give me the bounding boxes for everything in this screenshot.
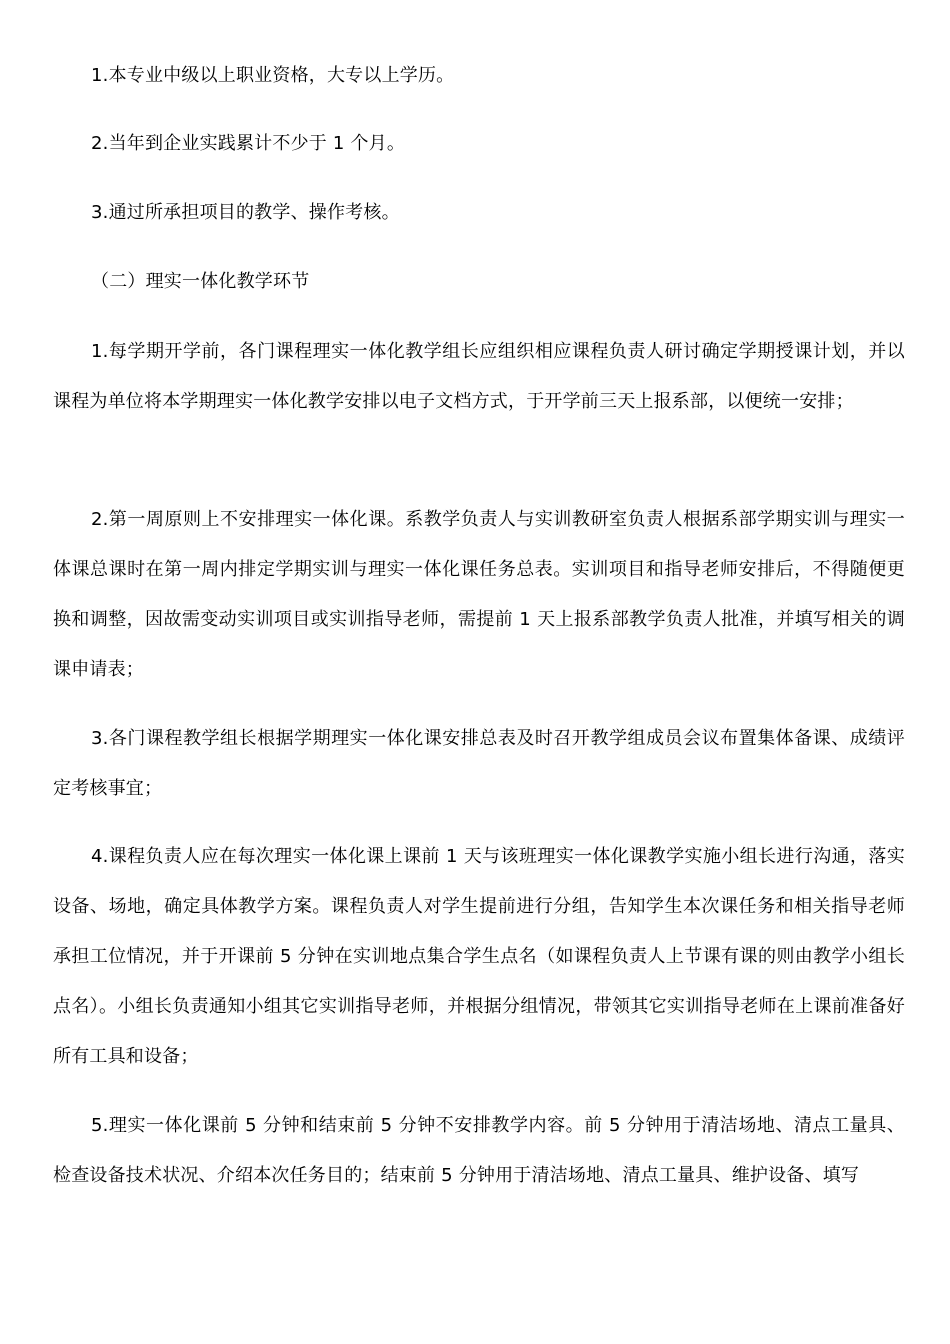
list-item-3: 3.各门课程教学组长根据学期理实一体化课安排总表及时召开教学组成员会议布置集体备课、成绩评定考核事宜；	[53, 728, 905, 799]
list-item-1: 1.每学期开学前，各门课程理实一体化教学组长应组织相应课程负责人研讨确定学期授课计划，并以课程为单位将本学期理实一体化教学安排以电子文档方式，于开学前三天上报系部，以便统一安排；	[53, 341, 905, 412]
section-heading: （二）理实一体化教学环节	[91, 271, 310, 292]
list-item-4: 4.课程负责人应在每次理实一体化课上课前 1 天与该班理实一体化课教学实施小组长进行沟通，落实设备、场地，确定具体教学方案。课程负责人对学生提前进行分组，告知学生本次课任务和相关指导老师承担工位情况，并于开课前 5 分钟在实训地点集合学生点名（如课程负责人上节课有课的则由教学小组长点名）。小组长负责通知小组其它实训指导老师，并根据分组情况，带领其它实训指导老师在上课前准备好所有工具和设备；	[53, 846, 905, 1067]
requirement-paragraph-1: 1.本专业中级以上职业资格，大专以上学历。	[91, 65, 455, 86]
list-item-5: 5.理实一体化课前 5 分钟和结束前 5 分钟不安排教学内容。前 5 分钟用于清洁场地、清点工量具、检查设备技术状况、介绍本次任务目的；结束前 5 分钟用于清洁场地、清点工量具、维护设备、填写	[53, 1115, 905, 1186]
requirement-paragraph-2: 2.当年到企业实践累计不少于 1 个月。	[91, 133, 406, 154]
list-item-2: 2.第一周原则上不安排理实一体化课。系教学负责人与实训教研室负责人根据系部学期实训与理实一体课总课时在第一周内排定学期实训与理实一体化课任务总表。实训项目和指导老师安排后，不得随便更换和调整，因故需变动实训项目或实训指导老师，需提前 1 天上报系部教学负责人批准，并填写相关的调课申请表；	[53, 509, 905, 680]
requirement-paragraph-3: 3.通过所承担项目的教学、操作考核。	[91, 202, 400, 223]
